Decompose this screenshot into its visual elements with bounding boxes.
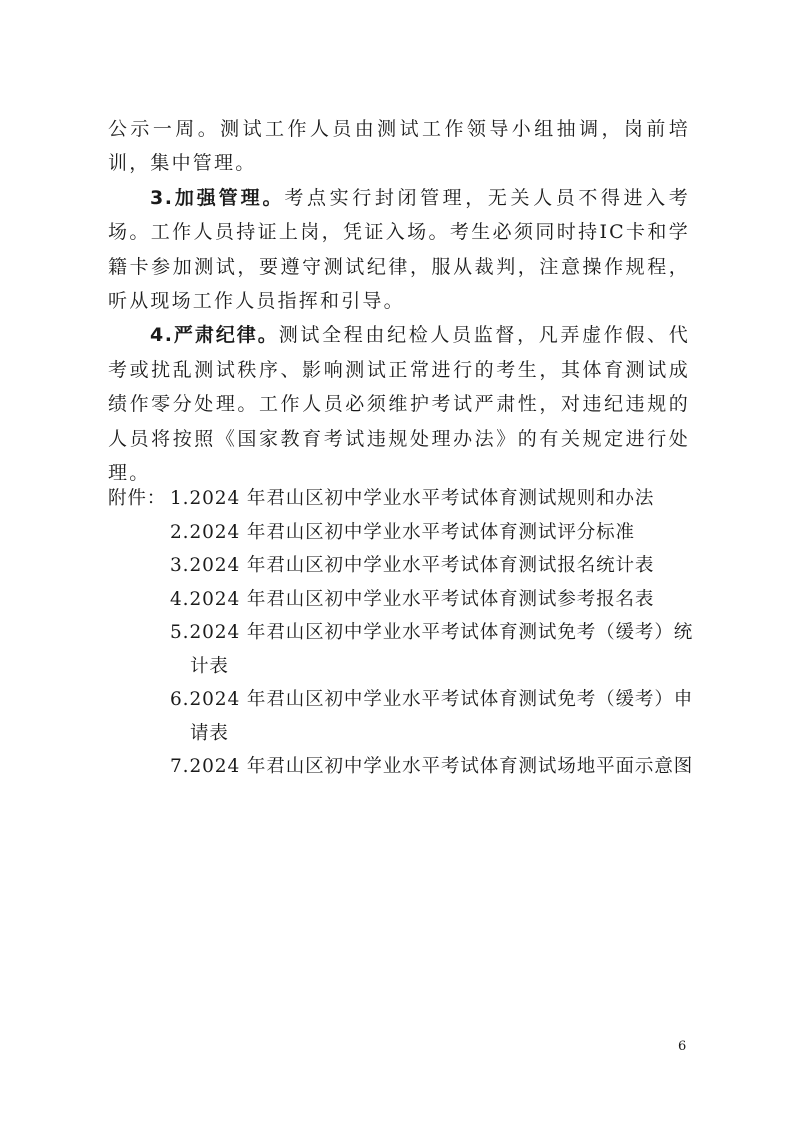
paragraph-1 (108, 112, 690, 181)
paragraph-1-text: 公示一周。测试工作人员由测试工作领导小组抽调，岗前培训，集中管理。 (108, 118, 690, 175)
body-text (108, 112, 690, 490)
section-heading-strict-discipline: 4.严肃纪律。 (150, 324, 279, 347)
attachment-item: 2.2024 年君山区初中学业水平考试体育测试评分标准 (170, 521, 635, 543)
paragraph-2 (108, 181, 690, 319)
section-heading-strengthen-management: 3.加强管理。 (150, 186, 285, 209)
attachment-item: 1.2024 年君山区初中学业水平考试体育测试规则和办法 (170, 488, 655, 509)
attachments-list (108, 482, 698, 784)
paragraph-3-text: 测试全程由纪检人员监督，凡弄虚作假、代考或扰乱测试秩序、影响测试正常进行的考生，其体育测试成绩作零分处理。工作人员必须维护考试严肃性，对违纪违规的人员将按照《国家教育考试违规处理办法》的有关规定进行处理。 (108, 324, 690, 485)
attachment-item: 4.2024 年君山区初中学业水平考试体育测试参考报名表 (170, 588, 655, 610)
paragraph-2-text: 考点实行封闭管理，无关人员不得进入考场。工作人员持证上岗，凭证入场。考生必须同时持IC卡和学籍卡参加测试，要遵守测试纪律，服从裁判，注意操作规程，听从现场工作人员指挥和引导。 (108, 186, 690, 313)
attachments-label: 附件： (108, 488, 167, 509)
attachment-item: 5.2024 年君山区初中学业水平考试体育测试免考（缓考）统计表 (170, 622, 694, 677)
paragraph-3 (108, 318, 690, 490)
attachment-item: 3.2024 年君山区初中学业水平考试体育测试报名统计表 (170, 555, 655, 576)
attachments-block (108, 482, 698, 784)
attachment-item: 7.2024 年君山区初中学业水平考试体育测试场地平面示意图 (170, 756, 694, 777)
page-number: 6 (678, 1039, 687, 1054)
attachment-item: 6.2024 年君山区初中学业水平考试体育测试免考（缓考）申请表 (170, 689, 694, 744)
